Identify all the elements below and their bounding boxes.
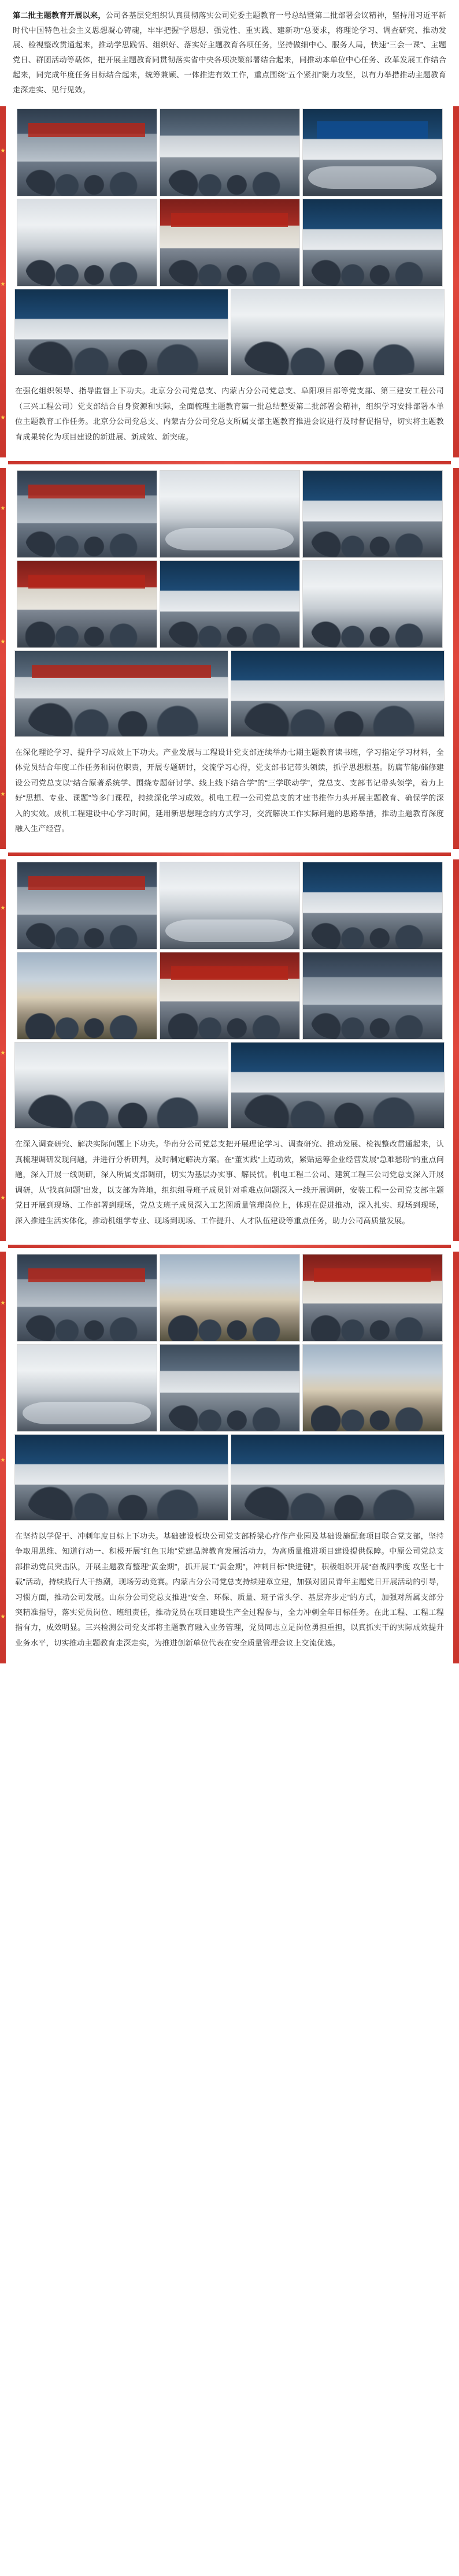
right-decoration-bar [453,859,459,1241]
photo-item [160,1344,300,1432]
photo-item [14,1042,228,1129]
right-decoration-bar [453,1252,459,1663]
photo-grid-research [0,859,459,1131]
section-divider [8,461,451,464]
photo-item [231,650,445,737]
right-decoration-bar [453,106,459,457]
section-text-organization: 在强化组织领导、指导监督上下功夫。北京分公司党总支、内蒙古分公司党总支、阜阳项目部等党支部、第三建安工程公司（三兴工程公司）党支部结合自身资源和实际，全面梳理主题教育第一批总结整要第二批部署会精神，组织学习安排部署本单位主题教育工作任务。北京分公司党总支、内蒙古分公司党总支所属支部主题教育推进会议进行及时督促指导，切实将主题教育成果转化为项目建设的新进展、新成效、新突破。 [15,386,444,441]
section-text-research: 在深入调查研究、解决实际问题上下功夫。华南分公司党总支把开展理论学习、调查研究、推动发展、检视整改贯通起来，认真梳理调研发现问题，并进行分析研判，及时制定解决方案。在“董实践”上迈动效，紧贴运筹企业经营发展“急难愁盼”的重点问题，深入开展一线调研，深入所属支部调研，切实为基层办实事、解民忧。机电工程二公司、建筑工程三公司党总支深入开展调研，从“找真问题”出发，以支部为阵地，组织组导班子成员针对重难点问题深入一线开展调研，安装工程一公司党支部主题党日开展到现场、工作部署到现场，党总支班子成员深入工艺图质量管理岗位上，体现在促进推动，深入扎实、现场到现场，深入推进生活实体化，推动机组学专业、现场到现场、工作提升、人才队伍建设等重点任务，助力公司高质量发展。 [15,1140,444,1225]
photo-item [231,289,445,375]
section-divider [8,1245,451,1248]
intro-body: 公司各基层党组织认真贯彻落实公司党委主题教育一号总结暨第二批部署会议精神，坚持用习近平新时代中国特色社会主义思想凝心铸魂，牢牢把握“学思想、强党性、重实践、建新功”总要求，将理论学习、调查研究、推动发展、检视整改贯通起来，推动学思践悟、组织好、落实好主题教育各项任务，坚持做细中心、服务人局，快速“三会一课”、主题党日、群团活动等载体，把开展主题教育同贯彻落实省中央各项决策部署结合起来，同推动本单位中心任务、改革发展工作结合起来，同完成年度任务目标结合起来，统筹兼顾、一体推进有效工作，重点围绕“五个紧扣”聚力攻坚，以有力举措推动主题教育走深走实、见行见效。 [13,11,446,94]
intro-lead: 第二批主题教育开展以来， [13,11,106,20]
photo-item [160,470,300,558]
section-text-practice: 在坚持以学促干、冲刺年度目标上下功夫。基础建设板块公司党支部桥梁心疗作产业园及基础设施配套项目联合党支部，坚持争取用思维、知道行动一、积极开展“红色卫地”党建品牌教育发展活动力，为高质量推进项目建设提供保障。中原公司党总支部推动党员突击队，开展主题教育整理“黄金期”，抓开展工“黄金期”，冲刺目标“快进键”，积极组织开展“奋战四季度 攻坚七十载”活动，持续践行大干热潮，现场劳动竞赛。内蒙古分公司党总支持续建章立建，加强对团员青年主题党日开展活动的引导，习惯方面，推动公司发展。山东分公司党总支推进“安全、环保、质量、班子常头学、基层齐步走”的方式，加强对所属支部分突精准指导，落实党员岗位、班组责任，推动党员在项目建设生产全过程参与，全力冲刺全年目标任务。在此工程、工程工程指有力，成效明显。三兴检测公司党支部将主题教育融入业务管理，党员同志立足岗位勇担重担，以真抓实干的实际成效提升业务水平，切实推动主题教育走深走实，为推进创新单位代表在安全质量管理会议上交流优选。 [15,1531,444,1647]
photo-item [302,1254,443,1342]
section-research [0,859,459,1241]
photo-item [160,109,300,196]
photo-item [160,560,300,648]
photo-item [17,109,157,196]
photo-item [160,199,300,286]
photo-item [14,289,228,375]
section-practice [0,1252,459,1663]
left-decoration-bar: ★ ★ ★ [0,468,6,849]
photo-item [302,560,443,648]
photo-grid-practice [0,1252,459,1523]
photo-item [160,1254,300,1342]
photo-item [231,1042,445,1129]
left-decoration-bar: ★ ★ ★ [0,1252,6,1663]
photo-item [14,1434,228,1521]
photo-item [17,560,157,648]
section-organization [0,106,459,457]
photo-item [302,1344,443,1432]
photo-item [302,862,443,950]
photo-item [17,1344,157,1432]
photo-item [14,650,228,737]
photo-item [17,862,157,950]
left-decoration-bar: ★ ★ ★ [0,859,6,1241]
photo-item [17,1254,157,1342]
section-theory-study [0,468,459,849]
intro-paragraph [0,0,459,103]
section-text-theory-study: 在深化理论学习、提升学习成效上下功夫。产业发展与工程设计党支部连续举办七期主题教育读书班，学习指定学习材料，全体党员结合年度工作任务和岗位职责，开展专题研讨，交流学习心得，党支部书记带头领读，抓学思想根基。防腐节能/储修建设公司党总支以“结合原著系统学、围绕专题研讨学、线上线下结合学”的“三学联动学”，党总支、支部书记带头领学，着力上好“思想、专业、课题”等多门课程，持续深化学习成效。机电工程一公司党总支的才建书推作力头开展主题教育、确保学的深入的实效。成机工程建设中心学习时间，延用新思想理念的方式学习，交流解决工作实际问题的思路举措，推动主题教育深度融入生产经营。 [15,748,444,833]
left-decoration-bar: ★ ★ ★ [0,106,6,457]
photo-item [17,470,157,558]
photo-item [302,109,443,196]
photo-grid-organization [0,106,459,378]
photo-item [231,1434,445,1521]
photo-item [17,952,157,1040]
photo-grid-theory-study [0,468,459,739]
photo-item [302,470,443,558]
photo-item [302,199,443,286]
photo-item [302,952,443,1040]
right-decoration-bar [453,468,459,849]
section-divider [8,853,451,856]
photo-item [160,952,300,1040]
photo-item [160,862,300,950]
photo-item [17,199,157,286]
